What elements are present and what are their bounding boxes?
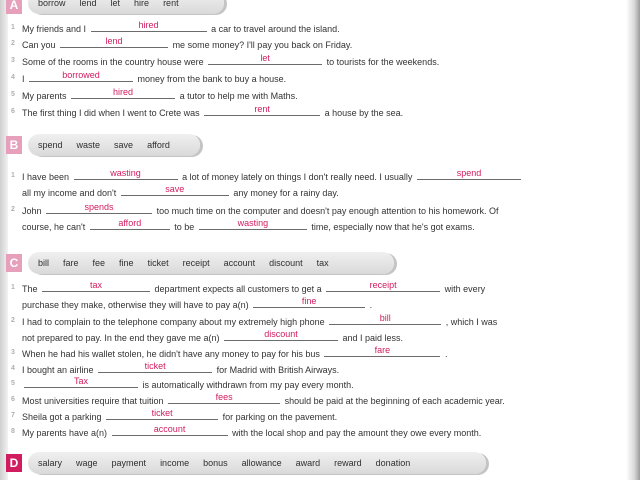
line-text: When he had his wallet stolen, he didn't have any money to pay for his bus <box>22 349 320 359</box>
section-letter-d: D <box>6 454 22 472</box>
item-number: 8 <box>11 428 15 435</box>
answer-text: spend <box>456 168 482 178</box>
answer-text: borrowed <box>62 70 100 80</box>
item-number: 3 <box>11 349 15 356</box>
answer-text: receipt <box>369 280 397 290</box>
exercise-line <box>22 89 298 102</box>
answer-text: fare <box>374 345 391 355</box>
section-letter-a: A <box>6 0 22 14</box>
word-box-item: income <box>160 458 190 468</box>
exercise-line <box>22 315 497 328</box>
answer-text: hired <box>113 87 134 97</box>
line-text: a lot of money lately on things I don't really need. I usually <box>182 172 413 182</box>
line-text: John <box>22 206 42 216</box>
word-box-item: discount <box>269 258 303 268</box>
word-box-item: allowance <box>241 458 282 468</box>
word-box-c <box>28 252 394 274</box>
line-text: . <box>444 349 448 359</box>
exercise-line <box>22 363 339 376</box>
line-text: any money for a rainy day. <box>233 188 339 198</box>
item-number: 6 <box>11 108 15 115</box>
line-text: not prepared to pay. In the end they gave me a(n) <box>22 333 220 343</box>
word-box-item: salary <box>38 458 63 468</box>
line-text: Can you <box>22 40 56 50</box>
answer-text: bill <box>379 313 391 323</box>
answer-blank[interactable] <box>121 186 229 196</box>
line-text: with every <box>444 284 486 294</box>
answer-text: Tax <box>73 376 88 386</box>
line-text: The <box>22 284 38 294</box>
exercise-line <box>22 204 498 217</box>
item-number: 4 <box>11 74 15 81</box>
line-text: time, especially now that he's got exams. <box>311 222 475 232</box>
line-text: to be <box>174 222 195 232</box>
page-fold-shadow <box>626 0 640 480</box>
line-text: is automatically withdrawn from my pay every month. <box>142 380 354 390</box>
answer-text: ticket <box>144 361 166 371</box>
line-text: all my income and don't <box>22 188 117 198</box>
word-box-item: tax <box>316 258 329 268</box>
exercise-line <box>22 186 339 199</box>
answer-text: wasting <box>110 168 141 178</box>
answer-text: fine <box>301 296 317 306</box>
answer-blank[interactable] <box>91 22 207 32</box>
word-box-item: reward <box>334 458 362 468</box>
answer-blank[interactable] <box>329 315 441 325</box>
answer-blank[interactable] <box>71 89 175 99</box>
line-text: for parking on the pavement. <box>222 412 338 422</box>
word-box-item: borrow <box>38 0 66 8</box>
line-text: Sheila got a parking <box>22 412 102 422</box>
exercise-line <box>22 22 340 35</box>
line-text: course, he can't <box>22 222 86 232</box>
answer-blank[interactable] <box>74 170 178 180</box>
answer-text: rent <box>254 104 270 114</box>
line-text: I had to complain to the telephone company about my extremely high phone <box>22 317 325 327</box>
word-box-item: rent <box>163 0 179 8</box>
exercise-line <box>22 331 403 344</box>
exercise-line <box>22 170 523 183</box>
line-text: My parents <box>22 91 67 101</box>
line-text: I <box>22 74 25 84</box>
item-number: 1 <box>11 172 15 179</box>
answer-text: lend <box>105 36 123 46</box>
item-number: 2 <box>11 206 15 213</box>
answer-blank[interactable] <box>46 204 152 214</box>
line-text: My friends and I <box>22 24 87 34</box>
answer-blank[interactable] <box>417 170 521 180</box>
exercise-line <box>22 298 372 311</box>
answer-text: ticket <box>151 408 173 418</box>
word-box-item: fee <box>92 258 106 268</box>
answer-blank[interactable] <box>24 378 138 388</box>
line-text: with the local shop and pay the amount they owe every month. <box>232 428 482 438</box>
word-box-item: receipt <box>182 258 210 268</box>
answer-blank[interactable] <box>199 220 307 230</box>
answer-blank[interactable] <box>168 394 280 404</box>
exercise-line <box>22 378 354 391</box>
answer-blank[interactable] <box>224 331 338 341</box>
word-box-item: hire <box>134 0 150 8</box>
exercise-line <box>22 282 485 295</box>
answer-text: hired <box>138 20 159 30</box>
line-text: department expects all customers to get a <box>154 284 322 294</box>
item-number: 6 <box>11 396 15 403</box>
line-text: purchase they make, otherwise they will have to pay a(n) <box>22 300 249 310</box>
answer-blank[interactable] <box>60 38 168 48</box>
answer-text: account <box>153 424 186 434</box>
answer-blank[interactable] <box>326 282 440 292</box>
line-text: I bought an airline <box>22 365 94 375</box>
exercise-line <box>22 55 439 68</box>
item-number: 5 <box>11 91 15 98</box>
section-letter-b: B <box>6 136 22 154</box>
answer-text: discount <box>264 329 298 339</box>
line-text: too much time on the computer and doesn't pay enough attention to his homework. Of <box>156 206 499 216</box>
line-text: Most universities require that tuition <box>22 396 164 406</box>
word-box-item: ticket <box>147 258 169 268</box>
line-text: a house by the sea. <box>324 108 404 118</box>
answer-blank[interactable] <box>324 347 440 357</box>
answer-text: fees <box>215 392 233 402</box>
exercise-line <box>22 426 481 439</box>
word-box-item: let <box>110 0 121 8</box>
answer-blank[interactable] <box>204 106 320 116</box>
item-number: 4 <box>11 365 15 372</box>
line-text: and I paid less. <box>342 333 404 343</box>
answer-blank[interactable] <box>112 426 228 436</box>
line-text: a car to travel around the island. <box>211 24 340 34</box>
word-box-item: award <box>295 458 321 468</box>
line-text: , which I was <box>445 317 498 327</box>
word-box-a <box>28 0 224 14</box>
exercise-line <box>22 394 505 407</box>
answer-text: spends <box>84 202 114 212</box>
item-number: 1 <box>11 284 15 291</box>
line-text: The first thing I did when I went to Crete was <box>22 108 200 118</box>
answer-text: tax <box>90 280 103 290</box>
answer-blank[interactable] <box>98 363 212 373</box>
answer-blank[interactable] <box>90 220 170 230</box>
answer-text: let <box>260 53 270 63</box>
item-number: 2 <box>11 40 15 47</box>
word-box-item: wage <box>76 458 98 468</box>
word-box-item: bonus <box>203 458 228 468</box>
line-text: a tutor to help me with Maths. <box>179 91 298 101</box>
word-box-d <box>28 452 486 474</box>
word-box-item: afford <box>147 140 170 150</box>
answer-blank[interactable] <box>208 55 322 65</box>
answer-text: afford <box>118 218 142 228</box>
item-number: 1 <box>11 24 15 31</box>
exercise-line <box>22 72 286 85</box>
line-text: Some of the rooms in the country house were <box>22 57 204 67</box>
word-box-item: donation <box>375 458 411 468</box>
line-text: to tourists for the weekends. <box>326 57 440 67</box>
word-box-item: spend <box>38 140 63 150</box>
answer-blank[interactable] <box>253 298 365 308</box>
line-text: money from the bank to buy a house. <box>137 74 287 84</box>
item-number: 5 <box>11 380 15 387</box>
line-text: . <box>369 300 373 310</box>
exercise-line <box>22 410 337 423</box>
exercise-line <box>22 220 475 233</box>
word-box-item: account <box>223 258 256 268</box>
answer-blank[interactable] <box>29 72 133 82</box>
word-box-item: bill <box>38 258 50 268</box>
line-text: should be paid at the beginning of each academic year. <box>284 396 505 406</box>
word-box-b <box>28 134 200 156</box>
word-box-item: lend <box>79 0 97 8</box>
item-number: 7 <box>11 412 15 419</box>
section-letter-c: C <box>6 254 22 272</box>
answer-blank[interactable] <box>42 282 150 292</box>
word-box-item: save <box>114 140 134 150</box>
answer-text: save <box>165 184 185 194</box>
item-number: 3 <box>11 57 15 64</box>
word-box-item: payment <box>111 458 147 468</box>
exercise-line <box>22 347 447 360</box>
word-box-item: fine <box>119 258 134 268</box>
answer-blank[interactable] <box>106 410 218 420</box>
word-box-item: waste <box>76 140 101 150</box>
exercise-line <box>22 38 352 51</box>
page-binding-edge <box>0 0 8 480</box>
word-box-item: fare <box>63 258 79 268</box>
line-text: for Madrid with British Airways. <box>216 365 340 375</box>
item-number: 2 <box>11 317 15 324</box>
exercise-line <box>22 106 403 119</box>
answer-text: wasting <box>237 218 269 228</box>
line-text: My parents have a(n) <box>22 428 108 438</box>
line-text: I have been <box>22 172 70 182</box>
line-text: me some money? I'll pay you back on Friday. <box>172 40 353 50</box>
